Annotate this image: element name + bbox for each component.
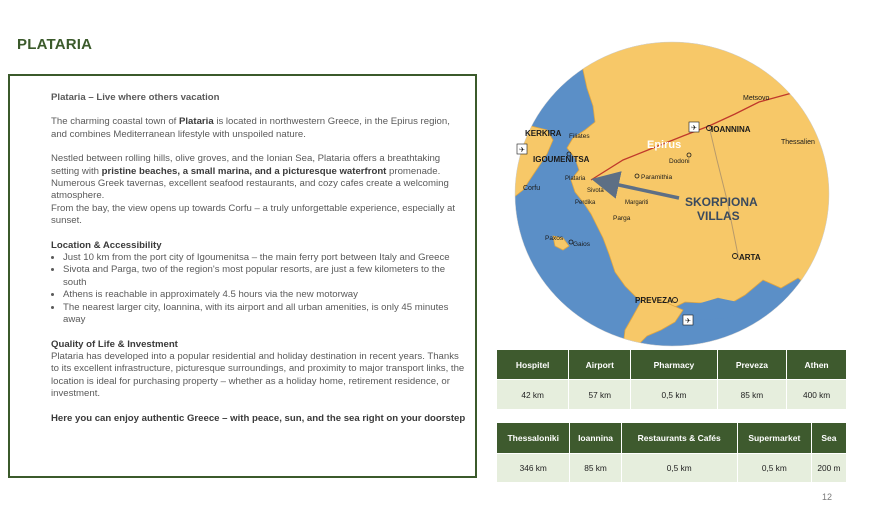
map-svg: [513, 40, 831, 348]
table-cell: 85 km: [570, 454, 621, 483]
table-cell: 0,5 km: [631, 380, 717, 410]
table-cell: 42 km: [497, 380, 569, 410]
location-heading: Location & Accessibility: [51, 239, 162, 251]
distance-table-1: [496, 349, 847, 410]
closing-line: Here you can enjoy authentic Greece – with peace, sun, and the sea right on your doorstep: [51, 412, 466, 424]
map-label-margariti: Margariti: [625, 200, 649, 206]
svg-text:✈: ✈: [691, 124, 697, 132]
table-row: [497, 454, 847, 483]
map-label-paramithia: Paramithia: [641, 174, 673, 181]
subtitle: Plataria – Live where others vacation: [51, 92, 220, 103]
table-header: Sea: [811, 423, 846, 454]
map-label-skorpiona: SKORPIONA: [685, 195, 758, 209]
map-label-gaios: Gaios: [573, 241, 590, 248]
page-number: 12: [822, 492, 833, 502]
p2-prefix: Nestled between rolling hills, olive groves, and the Ionian Sea, Plataria offers a breathtaking setting with: [51, 153, 441, 177]
map-label-villas: VILLAS: [697, 209, 740, 223]
table-cell: 400 km: [787, 380, 847, 410]
map-label-parga: Parga: [613, 215, 631, 222]
table-header-row: [497, 350, 847, 380]
table-header-row: [497, 423, 847, 454]
map-label-metsovo: Metsovo: [743, 95, 770, 102]
table-cell: 0,5 km: [737, 454, 811, 483]
table-header: Preveza: [717, 350, 787, 380]
table-header: Supermarket: [737, 423, 811, 454]
table-header: Airport: [569, 350, 631, 380]
table-cell: 346 km: [497, 454, 570, 483]
map-label-preveza: PREVEZA: [635, 296, 673, 305]
distance-table-2: [496, 422, 847, 483]
table-cell: 200 m: [811, 454, 846, 483]
map-label-thessalien: Thessalien: [781, 139, 815, 146]
page-title: PLATARIA: [17, 36, 93, 53]
map-label-paxos: Paxos: [545, 235, 564, 242]
intro-paragraph: [51, 116, 467, 141]
map-label-plataria: Plataria: [565, 176, 586, 182]
list-item: • Athens is reachable in approximately 4.5 hours via the new motorway: [63, 289, 467, 301]
table-header: Ioannina: [570, 423, 621, 454]
list-item: • Sivota and Parga, two of the region's most popular resorts, are just a few kilometers to the south: [63, 264, 467, 289]
quality-paragraph: Plataria has developed into a popular residential and holiday destination in recent years. Thanks to its excellent infrastructure, picturesque surroundings, and proximity to major transport links, the location is ideal for purchasing property – whether as a holiday home, retirement residence, or investment.: [51, 350, 465, 400]
table-header: Hospitel: [497, 350, 569, 380]
map-label-dodoni: Dodoni: [669, 158, 690, 165]
intro-prefix: The charming coastal town of: [51, 116, 179, 128]
list-item: • The nearest larger city, Ioannina, with its airport and all urban amenities, is only 45 minutes away: [63, 302, 467, 327]
description-box: [8, 74, 477, 478]
table-header: Restaurants & Cafés: [621, 423, 737, 454]
table-cell: 0,5 km: [621, 454, 737, 483]
quality-heading: Quality of Life & Investment: [51, 338, 178, 350]
view-paragraph: From the bay, the view opens up towards Corfu – a truly unforgettable experience, especially at sunset.: [51, 202, 456, 227]
list-item: • Just 10 km from the port city of Igoumenitsa – the main ferry port between Italy and Greece: [63, 252, 467, 264]
intro-suffix: is located in northwestern Greece, in the Epirus region, and combines Mediterranean lifestyle with unspoiled nature.: [51, 116, 450, 140]
map-label-igoumenitsa: IGOUMENITSA: [533, 155, 590, 164]
p2-suffix: promenade. Numerous Greek tavernas, excellent seafood restaurants, and cozy cafes create a welcoming atmosphere.: [51, 165, 449, 202]
map-label-arta: ARTA: [739, 253, 761, 262]
svg-text:✈: ✈: [519, 146, 525, 154]
table-header: Pharmacy: [631, 350, 717, 380]
map-label-ioannina: IOANNINA: [711, 125, 751, 134]
description-content: [51, 92, 467, 425]
table-cell: 57 km: [569, 380, 631, 410]
table-row: [497, 380, 847, 410]
svg-text:✈: ✈: [685, 317, 691, 325]
map-label-filiates: Filiates: [569, 133, 590, 140]
map-label-perdika: Perdika: [575, 200, 596, 206]
table-header: Athen: [787, 350, 847, 380]
map-label-corfu: Corfu: [523, 185, 541, 192]
p2-bold: pristine beaches, a small marina, and a picturesque waterfront: [101, 165, 387, 177]
region-map: [513, 40, 831, 348]
map-label-sivota: Sivota: [587, 188, 604, 194]
table-cell: 85 km: [717, 380, 787, 410]
location-list: [51, 252, 467, 326]
intro-bold: Plataria: [178, 116, 214, 128]
map-label-epirus: Epirus: [647, 139, 682, 151]
map-label-kerkira: KERKIRA: [525, 129, 562, 138]
table-header: Thessaloniki: [497, 423, 570, 454]
setting-paragraph: [51, 153, 467, 203]
